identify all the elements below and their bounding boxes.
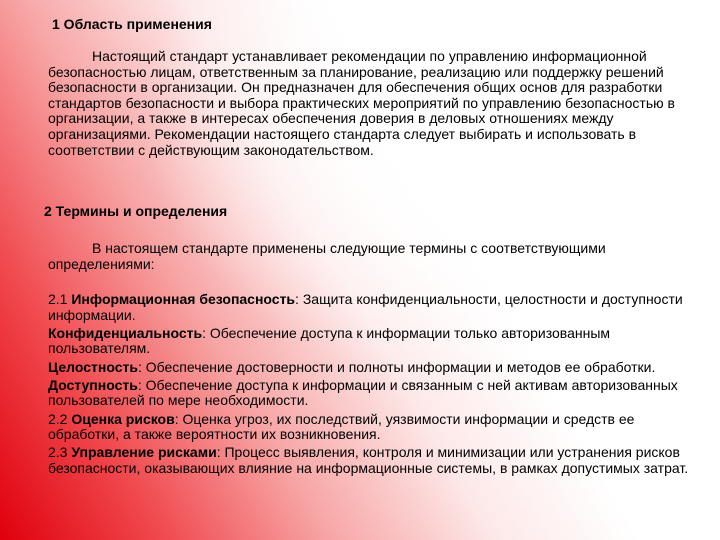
definition-item xyxy=(48,360,708,376)
definition-text: : Обеспечение доступа к информации только авторизованным пользователям. xyxy=(48,324,611,357)
definition-term: Конфиденциальность xyxy=(48,324,203,341)
definition-text: : Оценка угроз, их последствий, уязвимости информации и средств ее обработки, а также вероятности их возникновения. xyxy=(48,410,635,443)
section-2-intro-text: В настоящем стандарте применены следующие термины с соответствующими определениями: xyxy=(48,240,606,272)
definitions-list xyxy=(48,292,708,479)
definition-item xyxy=(48,326,708,357)
section-1-heading: 1 Область применения xyxy=(52,16,212,32)
definition-term: Информационная безопасность xyxy=(71,291,296,307)
section-1-body: Настоящий стандарт устанавливает рекомендации по управлению информационной безопасностью лицам, ответственным за планирование, реализацию или поддержку решений безопасности в организации. Он предназначен для обеспечения общих основ для разработки стандартов безопасности и выбора практических мероприятий по управлению безопасностью в организации, а также в интересах обеспечения доверия в деловых отношениях между организациями. Рекомендации настоящего стандарта следует выбирать и использовать в соответствии с действующим законодательством. xyxy=(48,48,675,158)
definition-item xyxy=(48,378,708,409)
definition-term: Целостность xyxy=(48,358,138,375)
definition-item xyxy=(48,412,708,443)
definition-term: Доступность xyxy=(48,376,138,393)
definition-number: 2.3 xyxy=(48,444,72,461)
section-2-intro xyxy=(48,241,712,272)
definition-number: 2.2 xyxy=(48,410,72,427)
definition-item xyxy=(48,445,708,476)
section-2-heading: 2 Термины и определения xyxy=(44,203,228,219)
definition-text: : Обеспечение доступа к информации и связанным с ней активам авторизованных пользователей по мере необходимости. xyxy=(48,376,678,409)
definition-item xyxy=(48,292,708,323)
definition-number: 2.1 xyxy=(48,291,72,307)
section-1-text xyxy=(48,49,712,158)
definition-term: Оценка рисков xyxy=(71,410,175,427)
definition-text: : Защита конфиденциальности, целостности и доступности информации. xyxy=(48,291,683,323)
definition-text: : Процесс выявления, контроля и минимизации или устранения рисков безопасности, оказывающих влияние на информационные системы, в рамках допустимых затрат. xyxy=(48,444,689,476)
definition-text: : Обеспечение достоверности и полноты информации и методов ее обработки. xyxy=(137,358,656,375)
definition-term: Управление рисками xyxy=(71,444,217,461)
